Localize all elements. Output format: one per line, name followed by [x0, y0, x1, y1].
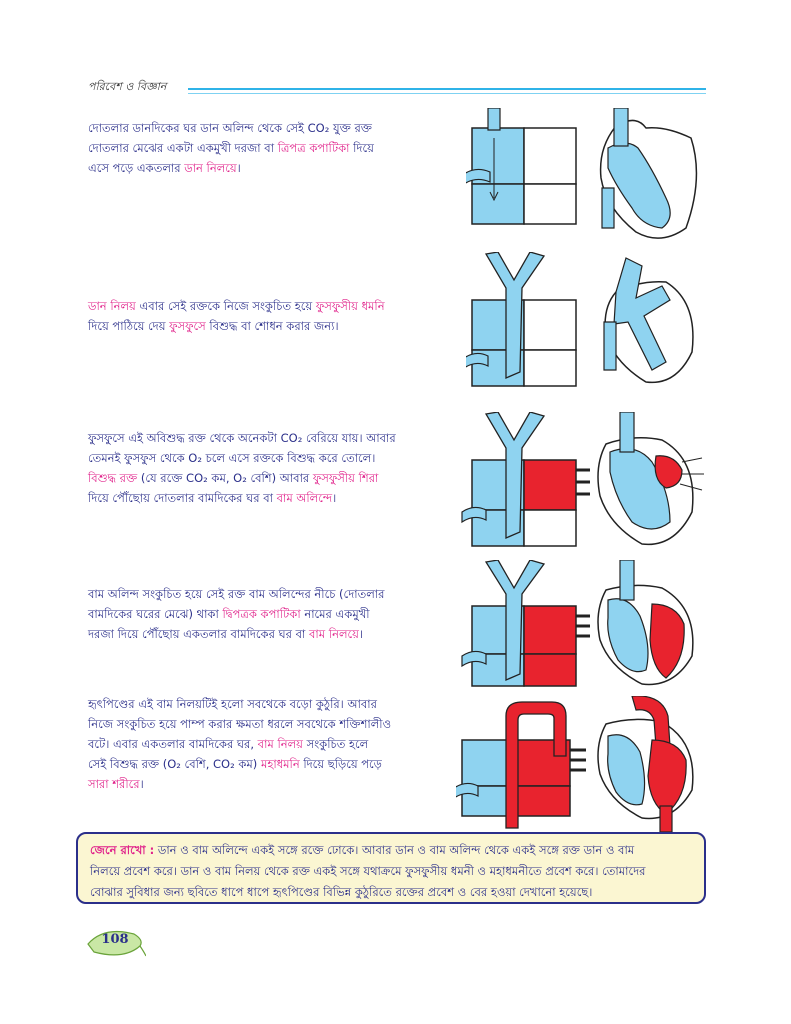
text-segment: এসে পড়ে একতলার — [88, 161, 185, 175]
heart-diagram-step-4 — [456, 560, 718, 690]
text-segment: । — [139, 777, 144, 791]
page-number: 108 — [101, 932, 129, 947]
left-atrium — [524, 606, 576, 654]
highlight-term: বিশুদ্ধ রক্ত — [88, 471, 138, 485]
text-segment: দিয়ে ছড়িয়ে পড়ে — [299, 757, 382, 771]
paragraph-line — [88, 138, 458, 158]
paragraph-line — [88, 428, 458, 448]
left-ventricle — [516, 786, 570, 816]
left-ventricle — [524, 510, 576, 546]
paragraph-line — [88, 604, 458, 624]
text-segment: বাম অলিন্দ সংকুচিত হয়ে সেই রক্ত বাম অলিন্দের নীচে (দোতলার — [88, 587, 385, 601]
highlight-term: ডান নিলয় — [88, 299, 136, 313]
text-segment: দিয়ে — [349, 141, 374, 155]
text-segment: (যে রক্তে CO₂ কম, O₂ বেশি) আবার — [137, 471, 313, 485]
paragraph-line — [88, 694, 458, 714]
paragraph-line — [88, 118, 458, 138]
text-segment: ফুসফুসে এই অবিশুদ্ধ রক্ত থেকে অনেকটা CO₂ বেরিয়ে যায়। আবার — [88, 431, 396, 445]
paragraph-line — [88, 624, 458, 644]
superior-vena-cava — [488, 108, 500, 130]
text-segment: তেমনই ফুসফুস থেকে O₂ চলে এসে রক্তকে বিশুদ্ধ করে তোলে। — [88, 451, 376, 465]
pulmonary-veins — [576, 616, 590, 636]
paragraph-line — [88, 316, 458, 336]
text-segment: দোতলার মেঝের একটা একমুখী দরজা বা — [88, 141, 278, 155]
paragraph-1 — [88, 118, 458, 178]
text-segment: নিজে সংকুচিত হয়ে পাম্প করার ক্ষমতা ধরলে সবথেকে শক্তিশালীও — [88, 717, 392, 731]
text-segment: নামের একমুখী — [300, 607, 370, 621]
text-segment: । — [358, 627, 364, 641]
text-segment: দিয়ে পৌঁছোয় দোতলার বামদিকের ঘর বা — [88, 491, 277, 505]
vena-cava-vessel — [620, 560, 634, 600]
left-atrium — [524, 128, 576, 184]
highlight-term: ফুসফুসীয় শিরা — [312, 471, 379, 485]
paragraph-line — [88, 774, 458, 794]
heart-diagram-step-2 — [466, 252, 716, 392]
paragraph-line — [88, 584, 458, 604]
heart-diagram-step-1 — [466, 108, 716, 248]
note-line-3: বোঝার সুবিধার জন্য ছবিতে ধাপে ধাপে হৃৎপিণ্ডের বিভিন্ন কুঠুরিতে রক্তের প্রবেশ ও বের হওয়া দেখানো হয়েছে। — [90, 885, 593, 899]
note-label: জেনে রাখো : — [90, 843, 155, 857]
paragraph-line — [88, 448, 458, 468]
lower-vessel — [604, 322, 616, 370]
text-segment: সংকুচিত হলে — [302, 737, 369, 751]
highlight-term: ত্রিপত্র কপাটিকা — [277, 141, 350, 155]
note-line-1 — [90, 840, 692, 861]
paragraph-4 — [88, 584, 458, 644]
text-segment: হৃৎপিণ্ডের এই বাম নিলয়টিই হলো সবথেকে বড়ো কুঠুরি। আবার — [88, 697, 377, 711]
paragraph-line — [88, 488, 458, 508]
paragraph-line — [88, 754, 458, 774]
note-text-1: ডান ও বাম অলিন্দে একই সঙ্গে রক্তে ঢোকে। আবার ডান ও বাম অলিন্দ থেকে একই সঙ্গে রক্ত ডান ও বাম — [154, 843, 635, 857]
highlight-term: বাম নিলয়ে — [309, 627, 359, 641]
header-rule — [188, 88, 706, 90]
text-segment: । — [236, 161, 241, 175]
pulmonary-veins — [576, 470, 590, 494]
paragraph-2 — [88, 296, 458, 336]
text-segment: এবার সেই রক্তকে নিজে সংকুচিত হয়ে — [135, 299, 316, 313]
left-ventricle — [524, 184, 576, 224]
paragraph-line — [88, 714, 458, 734]
right-ventricle — [472, 184, 524, 224]
left-atrium — [524, 460, 576, 510]
left-ventricle — [524, 350, 576, 386]
note-line-2: নিলয়ে প্রবেশ করে। ডান ও বাম নিলয় থেকে রক্ত একই সঙ্গে যথাক্রমে ফুসফুসীয় ধমনী ও মহাধমনীতে প্রবেশ করে। তোমাদের — [90, 864, 646, 878]
highlight-term: বাম অলিন্দে — [276, 491, 333, 505]
highlight-term: মহাধমনি — [260, 757, 300, 771]
header-rule-thin — [188, 93, 706, 94]
paragraph-line — [88, 734, 458, 754]
text-segment: । — [332, 491, 337, 505]
text-segment: বামদিকের ঘরের মেঝে) থাকা — [88, 607, 223, 621]
left-atrium — [524, 300, 576, 350]
left-ventricle — [524, 654, 576, 686]
pulmonary-veins — [570, 750, 586, 770]
heart-diagram-step-5 — [456, 696, 718, 832]
paragraph-line — [88, 468, 458, 488]
vena-cava-vessel — [614, 108, 628, 146]
note-box — [76, 832, 706, 904]
paragraph-line — [88, 296, 458, 316]
highlight-term: ফুসফুসীয় ধমনি — [315, 299, 385, 313]
paragraph-3 — [88, 428, 458, 508]
header-title: পরিবেশ ও বিজ্ঞান — [88, 80, 167, 93]
descending-aorta — [660, 806, 672, 832]
highlight-term: ডান নিলয়ে — [184, 161, 237, 175]
highlight-term: ফুসফুসে — [169, 319, 206, 333]
text-segment: সেই বিশুদ্ধ রক্ত (O₂ বেশি, CO₂ কম) — [88, 757, 261, 771]
highlight-term: দ্বিপত্রক কপাটিকা — [222, 607, 301, 621]
highlight-term: সারা শরীরে — [88, 777, 140, 791]
vena-cava-vessel — [620, 412, 634, 452]
paragraph-line — [88, 158, 458, 178]
text-segment: দিয়ে পাঠিয়ে দেয় — [88, 319, 170, 333]
highlight-term: বাম নিলয় — [257, 737, 303, 751]
lower-vessel — [602, 188, 614, 228]
text-segment: দোতলার ডানদিকের ঘর ডান অলিন্দ থেকে সেই CO₂ যুক্ত রক্ত — [88, 121, 372, 135]
paragraph-5 — [88, 694, 458, 794]
text-segment: দরজা দিয়ে পৌঁছোয় একতলার বামদিকের ঘর বা — [88, 627, 310, 641]
text-segment: বটে। এবার একতলার বামদিকের ঘর, — [88, 737, 258, 751]
text-segment: বিশুদ্ধ বা শোধন করার জন্য। — [205, 319, 339, 333]
heart-diagram-step-3 — [456, 412, 718, 552]
